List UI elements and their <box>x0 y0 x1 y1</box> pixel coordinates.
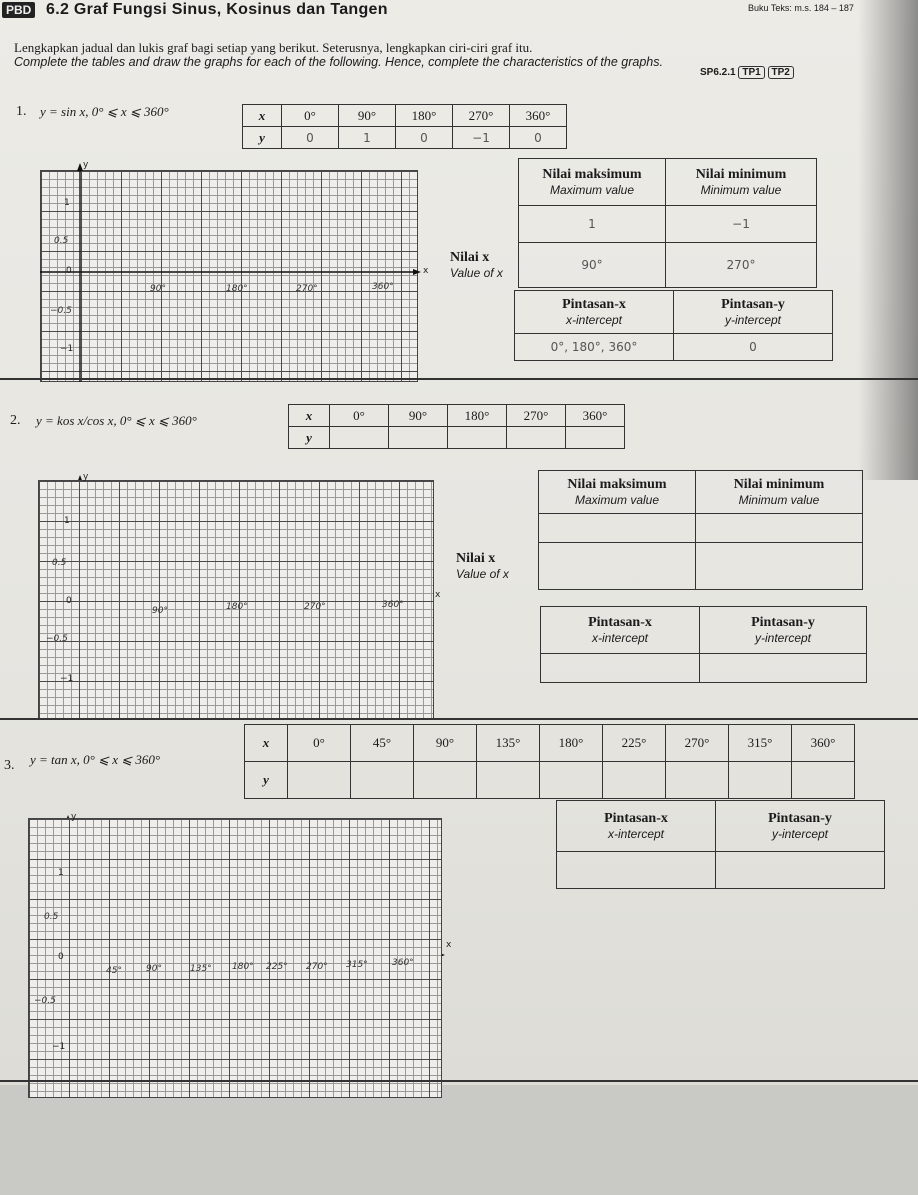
x-cell: 90° <box>414 725 477 762</box>
x-cell: 315° <box>729 725 792 762</box>
x-header: x <box>243 105 282 127</box>
q3-value-table <box>244 724 855 799</box>
min-header: Nilai minimum Minimum value <box>696 471 863 514</box>
x-axis-label: x <box>435 590 441 600</box>
tick-label: 45° <box>106 966 122 976</box>
table-row <box>541 654 867 683</box>
y-answer-cell[interactable] <box>792 762 855 799</box>
table-row <box>515 334 833 361</box>
tick-label: 1 <box>58 868 64 878</box>
min-x-cell[interactable] <box>696 543 863 590</box>
q3-intercept-table <box>556 800 885 889</box>
y-intercept-header: Pintasan-y y-intercept <box>700 607 867 654</box>
table-row <box>456 543 863 590</box>
tick-label: 180° <box>226 602 248 612</box>
tick-label: 360° <box>392 958 414 968</box>
tick-label: 360° <box>372 282 394 292</box>
x-cell: 180° <box>540 725 603 762</box>
y-header: y <box>289 427 330 449</box>
x-axis-arrow-icon <box>413 269 421 275</box>
table-row <box>541 607 867 654</box>
table-row <box>456 514 863 543</box>
y-answer-cell[interactable]: 0 <box>510 127 567 149</box>
tick-label: −0.5 <box>50 306 72 316</box>
q2-intercept-table <box>540 606 867 683</box>
table-row <box>289 405 625 427</box>
q1-equation: y = sin x, 0° ⩽ x ⩽ 360° <box>40 104 169 119</box>
y-answer-cell[interactable] <box>351 762 414 799</box>
instruction-malay: Lengkapkan jadual dan lukis graf bagi setiap yang berikut. Seterusnya, lengkapkan ciri-ciri graf itu. <box>14 40 533 55</box>
q1-intercept-table <box>514 290 833 361</box>
table-row <box>245 762 855 799</box>
q2-value-table <box>288 404 625 449</box>
y-answer-cell[interactable]: 0 <box>396 127 453 149</box>
x-cell: 360° <box>566 405 625 427</box>
tick-label: 0.5 <box>44 912 59 922</box>
y-answer-cell[interactable] <box>330 427 389 449</box>
x-intercept-cell[interactable] <box>541 654 700 683</box>
y-answer-cell[interactable] <box>448 427 507 449</box>
table-row <box>289 427 625 449</box>
q2-max-min-table <box>456 470 863 590</box>
table-row <box>456 471 863 514</box>
pbd-badge: PBD <box>2 2 35 18</box>
max-header: Nilai maksimum Maximum value <box>519 159 666 206</box>
y-header: y <box>245 762 288 799</box>
tick-label: 135° <box>190 964 212 974</box>
tick-label: 1 <box>64 516 70 526</box>
max-value-cell[interactable]: 1 <box>519 206 666 243</box>
y-axis-label: y <box>83 472 89 482</box>
instruction-english: Complete the tables and draw the graphs for each of the following. Hence, complete the characteristics of the graphs. <box>14 55 663 69</box>
table-row <box>515 291 833 334</box>
tick-label: 315° <box>346 960 368 970</box>
table-row <box>557 801 885 852</box>
tick-label: 360° <box>382 600 404 610</box>
y-answer-cell[interactable] <box>288 762 351 799</box>
x-cell: 0° <box>330 405 389 427</box>
y-axis-label: y <box>83 160 89 170</box>
y-answer-cell[interactable] <box>603 762 666 799</box>
y-answer-cell[interactable] <box>507 427 566 449</box>
y-intercept-cell[interactable]: 0 <box>674 334 833 361</box>
y-answer-cell[interactable] <box>566 427 625 449</box>
x-axis-label: x <box>423 266 429 276</box>
x-cell: 180° <box>448 405 507 427</box>
x-intercept-header: Pintasan-x x-intercept <box>557 801 716 852</box>
y-answer-cell[interactable] <box>666 762 729 799</box>
tick-label: 90° <box>152 606 168 616</box>
y-answer-cell[interactable]: 1 <box>339 127 396 149</box>
max-x-cell[interactable] <box>539 543 696 590</box>
tick-label: 270° <box>296 284 318 294</box>
table-row <box>450 243 817 288</box>
min-value-cell[interactable] <box>696 514 863 543</box>
y-answer-cell[interactable] <box>477 762 540 799</box>
y-intercept-header: Pintasan-y y-intercept <box>674 291 833 334</box>
tick-label: −1 <box>60 674 74 684</box>
x-intercept-cell[interactable] <box>557 852 716 889</box>
tick-label: 0 <box>58 952 64 962</box>
min-header: Nilai minimum Minimum value <box>666 159 817 206</box>
x-cell: 90° <box>339 105 396 127</box>
table-row <box>557 852 885 889</box>
x-cell: 270° <box>666 725 729 762</box>
tick-label: 0.5 <box>52 558 67 568</box>
x-cell: 225° <box>603 725 666 762</box>
tick-label: 225° <box>266 962 288 972</box>
q1-max-min-table <box>450 158 817 288</box>
x-cell: 45° <box>351 725 414 762</box>
max-value-cell[interactable] <box>539 514 696 543</box>
max-x-cell[interactable]: 90° <box>519 243 666 288</box>
q2-number: 2. <box>10 413 21 428</box>
section-divider <box>0 718 918 720</box>
x-cell: 0° <box>288 725 351 762</box>
table-row <box>245 725 855 762</box>
tick-label: 90° <box>150 284 166 294</box>
tick-label: 0.5 <box>54 236 69 246</box>
x-cell: 360° <box>510 105 567 127</box>
section-divider <box>0 378 918 380</box>
y-answer-cell[interactable]: −1 <box>453 127 510 149</box>
y-answer-cell[interactable]: 0 <box>282 127 339 149</box>
value-of-x-label: Nilai x Value of x <box>450 250 503 280</box>
y-intercept-cell[interactable] <box>700 654 867 683</box>
x-cell: 270° <box>453 105 510 127</box>
tp1-tag: TP1 <box>738 66 764 79</box>
x-cell: 0° <box>282 105 339 127</box>
y-answer-cell[interactable] <box>729 762 792 799</box>
tick-label: 90° <box>146 964 162 974</box>
max-header: Nilai maksimum Maximum value <box>539 471 696 514</box>
x-cell: 180° <box>396 105 453 127</box>
tp2-tag: TP2 <box>768 66 794 79</box>
x-cell: 135° <box>477 725 540 762</box>
x-cell: 360° <box>792 725 855 762</box>
standard-code: SP6.2.1 <box>700 67 736 78</box>
x-axis-label: x <box>446 940 452 950</box>
tick-label: −1 <box>52 1042 66 1052</box>
tick-label: 180° <box>232 962 254 972</box>
x-cell: 270° <box>507 405 566 427</box>
tick-label: 0 <box>66 266 72 276</box>
page-edge <box>0 1080 918 1082</box>
y-answer-cell[interactable] <box>389 427 448 449</box>
y-header: y <box>243 127 282 149</box>
y-answer-cell[interactable] <box>414 762 477 799</box>
x-intercept-header: Pintasan-x x-intercept <box>515 291 674 334</box>
x-header: x <box>289 405 330 427</box>
q1-number: 1. <box>16 104 27 119</box>
tick-label: 270° <box>304 602 326 612</box>
tick-label: −0.5 <box>46 634 68 644</box>
page-title: 6.2 Graf Fungsi Sinus, Kosinus dan Tangen <box>46 1 388 18</box>
y-intercept-header: Pintasan-y y-intercept <box>716 801 885 852</box>
tick-label: 1 <box>64 198 70 208</box>
x-intercept-header: Pintasan-x x-intercept <box>541 607 700 654</box>
tick-label: 0 <box>66 596 72 606</box>
y-intercept-cell[interactable] <box>716 852 885 889</box>
q3-equation: y = tan x, 0° ⩽ x ⩽ 360° <box>30 752 161 767</box>
y-answer-cell[interactable] <box>540 762 603 799</box>
table-row <box>450 159 817 206</box>
value-of-x-label: Nilai x Value of x <box>456 551 509 581</box>
tick-label: 180° <box>226 284 248 294</box>
tick-label: −0.5 <box>34 996 56 1006</box>
q3-graph-grid[interactable] <box>28 818 442 1098</box>
q2-graph-grid[interactable] <box>38 480 434 720</box>
q3-number: 3. <box>4 758 15 773</box>
book-reference: Buku Teks: m.s. 184 – 187 <box>748 3 854 13</box>
min-value-cell[interactable]: −1 <box>666 206 817 243</box>
tick-label: 270° <box>306 962 328 972</box>
min-x-cell[interactable]: 270° <box>666 243 817 288</box>
x-header: x <box>245 725 288 762</box>
q2-equation: y = kos x/cos x, 0° ⩽ x ⩽ 360° <box>36 413 197 428</box>
x-cell: 90° <box>389 405 448 427</box>
x-intercept-cell[interactable]: 0°, 180°, 360° <box>515 334 674 361</box>
table-row <box>450 206 817 243</box>
tick-label: −1 <box>60 344 74 354</box>
y-axis-label: y <box>71 812 77 822</box>
